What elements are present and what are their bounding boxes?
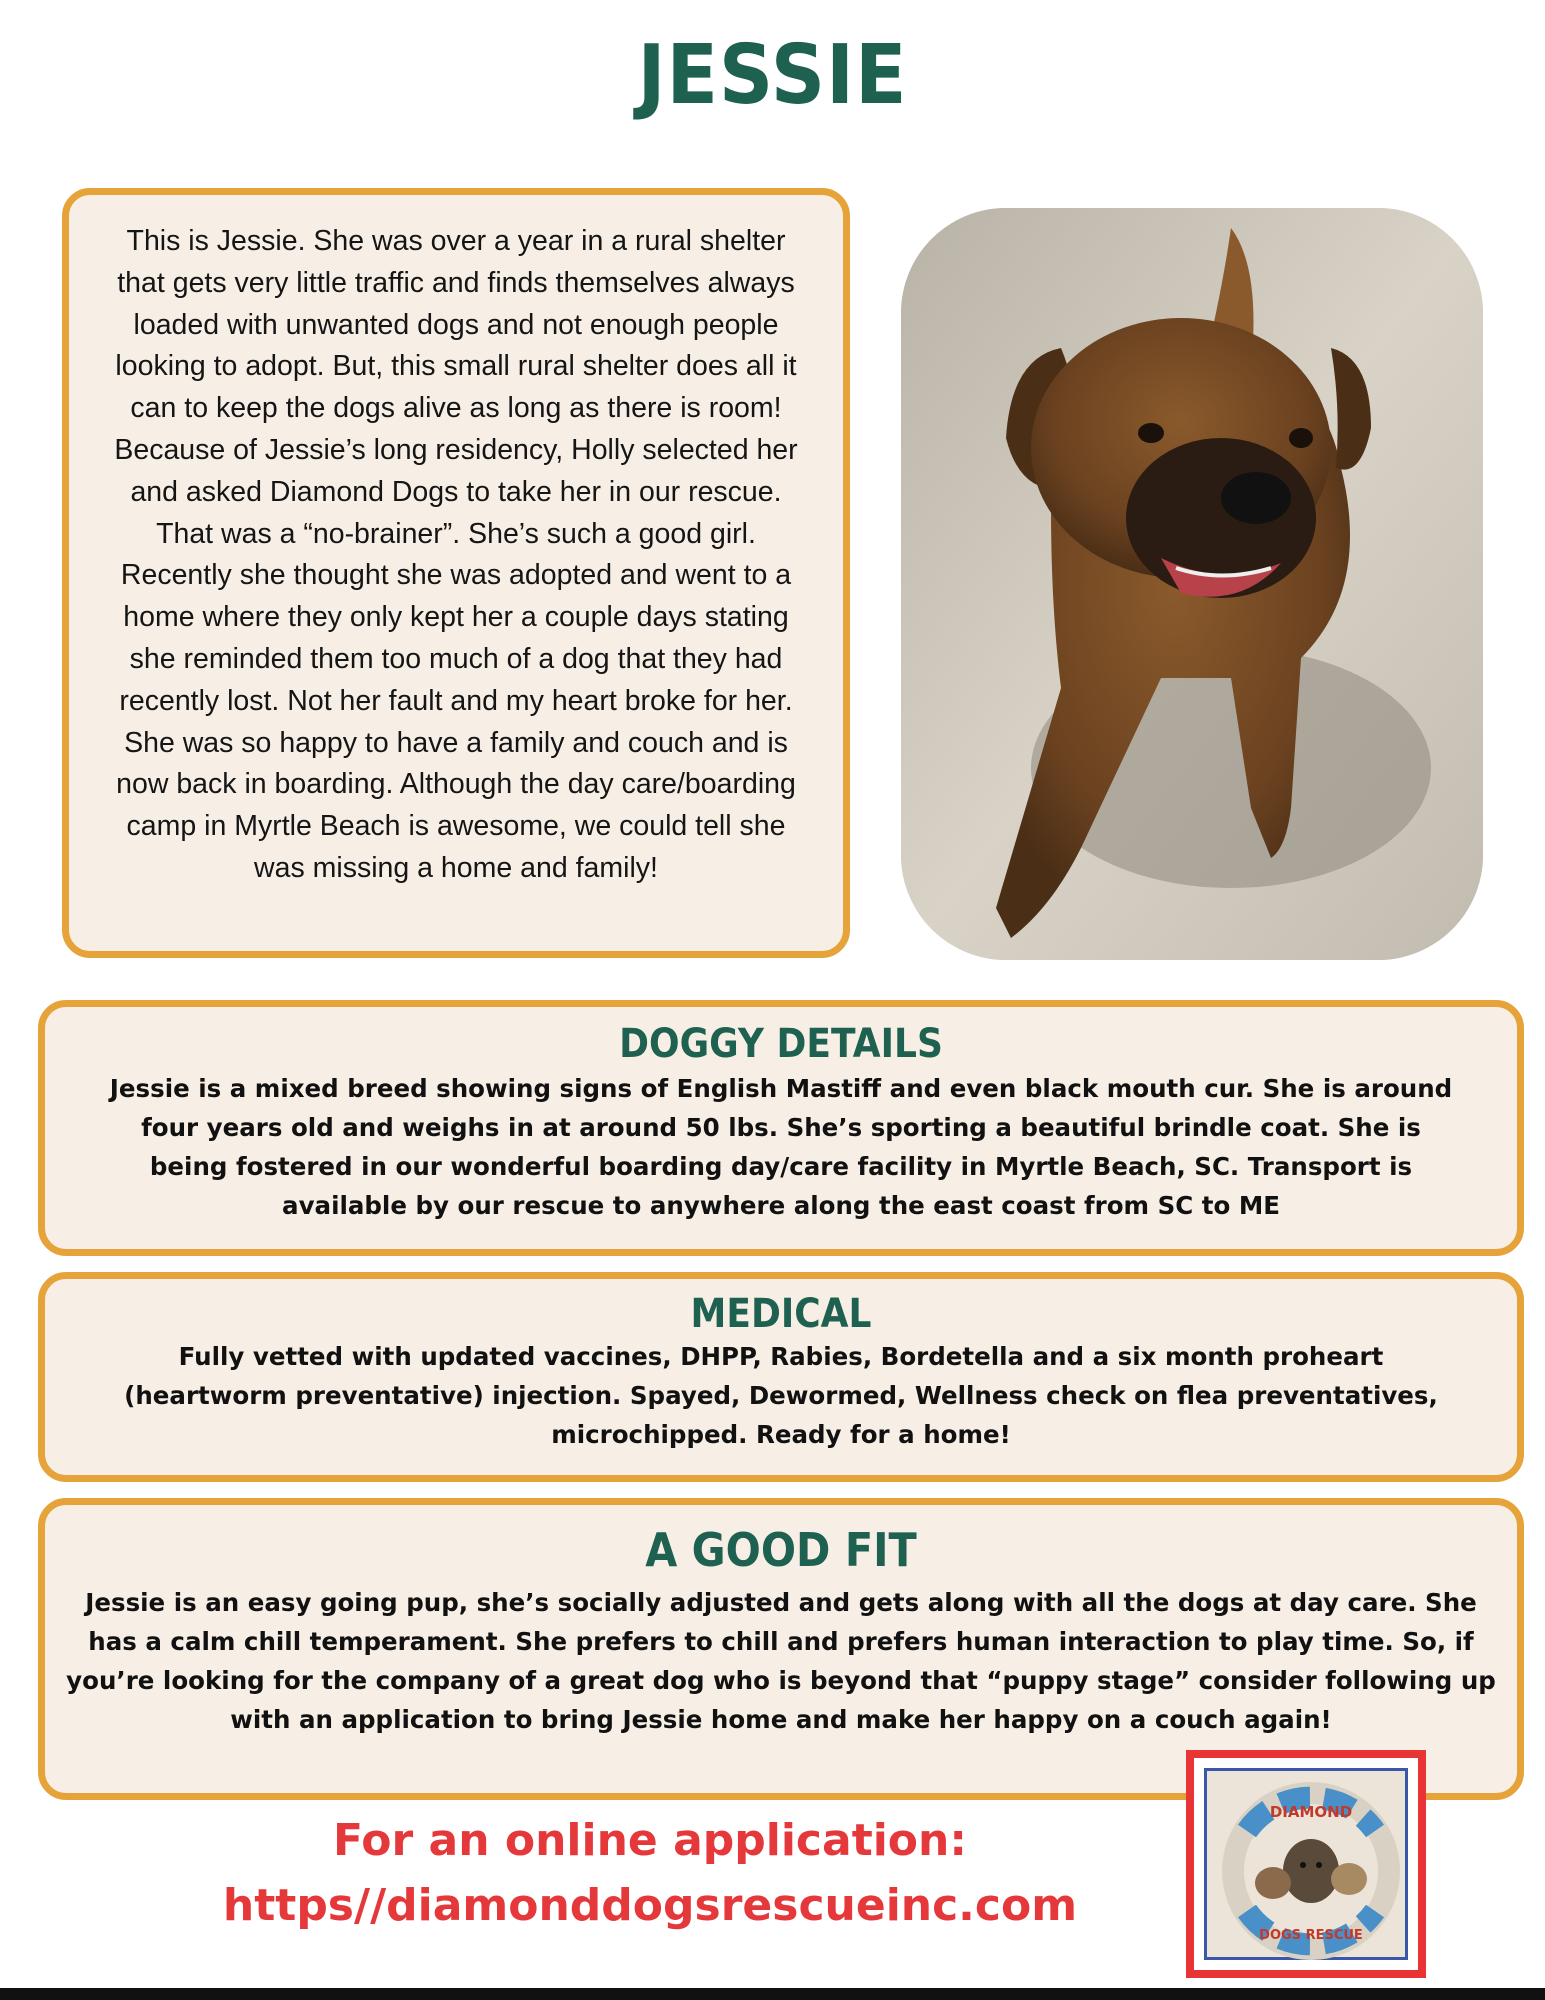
doggy-details-heading: DOGGY DETAILS	[619, 1021, 943, 1067]
application-link[interactable]: https//diamonddogsrescueinc.com	[222, 1880, 1078, 1931]
page-title: JESSIE	[637, 28, 908, 123]
dog-photo	[901, 208, 1483, 960]
good-fit-text: Jessie is an easy going pup, she’s socially adjusted and gets along with all the dogs at day care. She has a calm chill temperament. She prefers to chill and prefers human interaction to play time. So, if you’re looking for the company of a great dog who is beyond that “puppy stage” consider following up with an application to bring Jessie home and make her happy on a couch again!	[66, 1588, 1496, 1734]
diamond-dogs-logo	[1186, 1750, 1426, 1978]
bottom-bar	[0, 1988, 1545, 2000]
doggy-details-text: Jessie is a mixed breed showing signs of English Mastiff and even black mouth cur. She is around four years old and weighs in at around 50 lbs. She’s sporting a beautiful brindle coat. She is being fostered in our wonderful boarding day/care facility in Myrtle Beach, SC. Transport is available by our rescue to anywhere along the east coast from SC to ME	[109, 1074, 1453, 1220]
svg-text:DIAMOND: DIAMOND	[1269, 1803, 1353, 1821]
application-label: For an online application:	[333, 1815, 967, 1866]
svg-text:DOGS RESCUE: DOGS RESCUE	[1259, 1928, 1363, 1943]
story-text: This is Jessie. She was over a year in a rural shelter that gets very little traffic and finds themselves always loaded with unwanted dogs and not enough people looking to adopt. But, this small rural shelter does all it can to keep the dogs alive as long as there is room! Because of Jessie’s long residency, Holly selected her and asked Diamond Dogs to take her in our rescue. That was a “no-brainer”. She’s such a good girl. Recently she thought she was adopted and went to a home where they only kept her a couple days stating she reminded them too much of a dog that they had recently lost. Not her fault and my heart broke for her. She was so happy to have a family and couch and is now back in boarding. Although the day care/boarding camp in Myrtle Beach is awesome, we could tell she was missing a home and family!	[114, 225, 798, 884]
story-box	[62, 188, 850, 958]
logo-inner	[1204, 1768, 1408, 1960]
good-fit-heading: A GOOD FIT	[645, 1523, 917, 1577]
medical-heading: MEDICAL	[690, 1291, 872, 1337]
medical-text: Fully vetted with updated vaccines, DHPP, Rabies, Bordetella and a six month proheart (heartworm preventative) injection. Spayed, Dewormed, Wellness check on flea preventatives, microchipped. Ready for a home!	[124, 1342, 1438, 1449]
medical-box	[38, 1272, 1524, 1482]
doggy-details-box	[38, 1000, 1524, 1256]
